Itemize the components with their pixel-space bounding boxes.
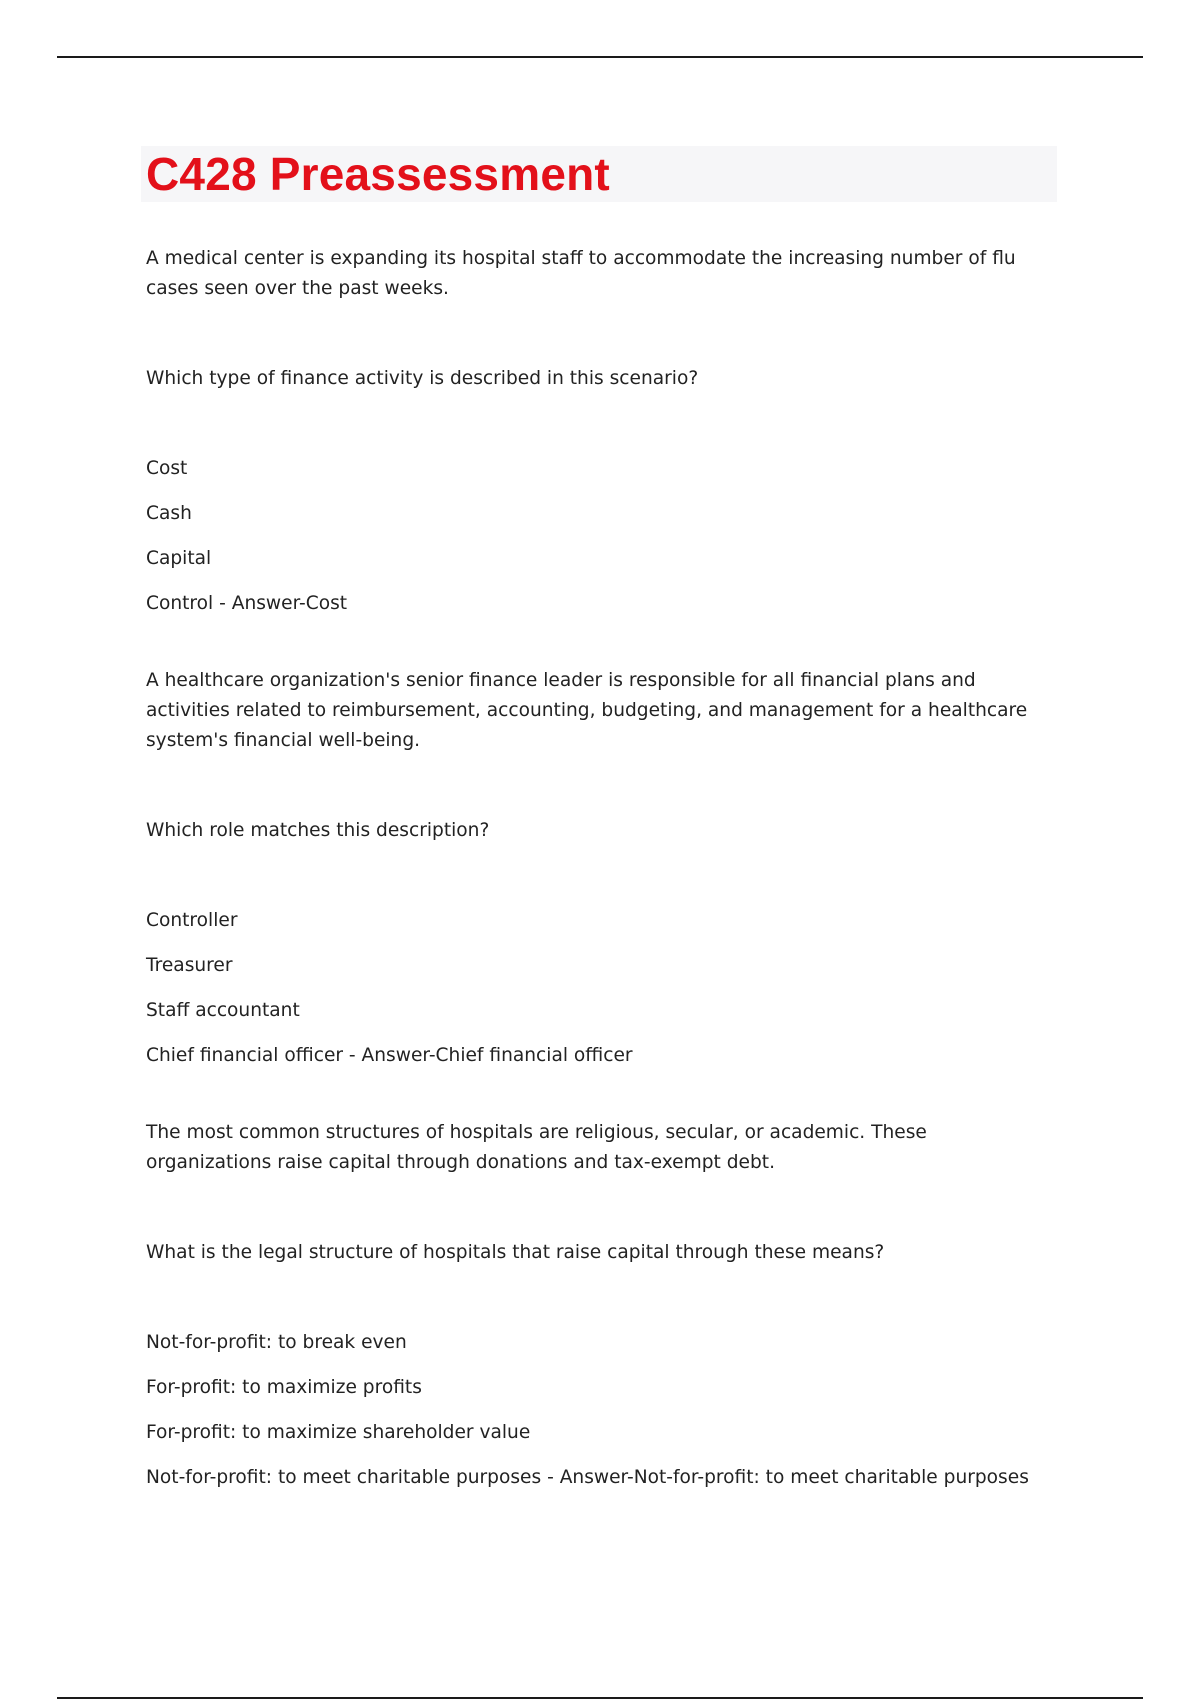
- answer-option: Controller: [146, 910, 238, 931]
- answer-option: Capital: [146, 548, 212, 569]
- answer-option: Treasurer: [146, 955, 233, 976]
- document-title: C428 Preassessment: [146, 148, 610, 200]
- answer-option: Cash: [146, 503, 192, 524]
- page-top-rule: [57, 56, 1143, 58]
- question-scenario: A healthcare organization's senior finance leader is responsible for all financial plans and activities related to reimbursement, accounting, budgeting, and management for a healthcare system's financial well-being.: [146, 670, 1028, 751]
- question-scenario: A medical center is expanding its hospital staff to accommodate the increasing number of flu cases seen over the past weeks.: [146, 248, 1016, 299]
- answer-options: [146, 1328, 1046, 1508]
- question-3: [146, 1118, 1046, 1508]
- question-2: [146, 666, 1046, 1086]
- answer-option: Cost: [146, 458, 188, 479]
- answer-option-with-answer: Chief financial officer - Answer-Chief financial officer: [146, 1045, 633, 1066]
- answer-options: [146, 454, 1046, 634]
- question-prompt: What is the legal structure of hospitals that raise capital through these means?: [146, 1242, 885, 1263]
- question-1: [146, 244, 1046, 634]
- answer-option: Not-for-profit: to break even: [146, 1332, 407, 1353]
- answer-options: [146, 906, 1046, 1086]
- answer-option: Staff accountant: [146, 1000, 300, 1021]
- question-prompt: Which type of finance activity is described in this scenario?: [146, 368, 699, 389]
- page-bottom-rule: [57, 1697, 1143, 1699]
- answer-option: For-profit: to maximize shareholder value: [146, 1422, 531, 1443]
- document-body: [146, 244, 1046, 1508]
- answer-option-with-answer: Not-for-profit: to meet charitable purposes - Answer-Not-for-profit: to meet charitable purposes: [146, 1467, 1029, 1488]
- question-scenario: The most common structures of hospitals are religious, secular, or academic. These organizations raise capital through donations and tax-exempt debt.: [146, 1122, 927, 1173]
- answer-option-with-answer: Control - Answer-Cost: [146, 593, 348, 614]
- question-prompt: Which role matches this description?: [146, 820, 490, 841]
- answer-option: For-profit: to maximize profits: [146, 1377, 422, 1398]
